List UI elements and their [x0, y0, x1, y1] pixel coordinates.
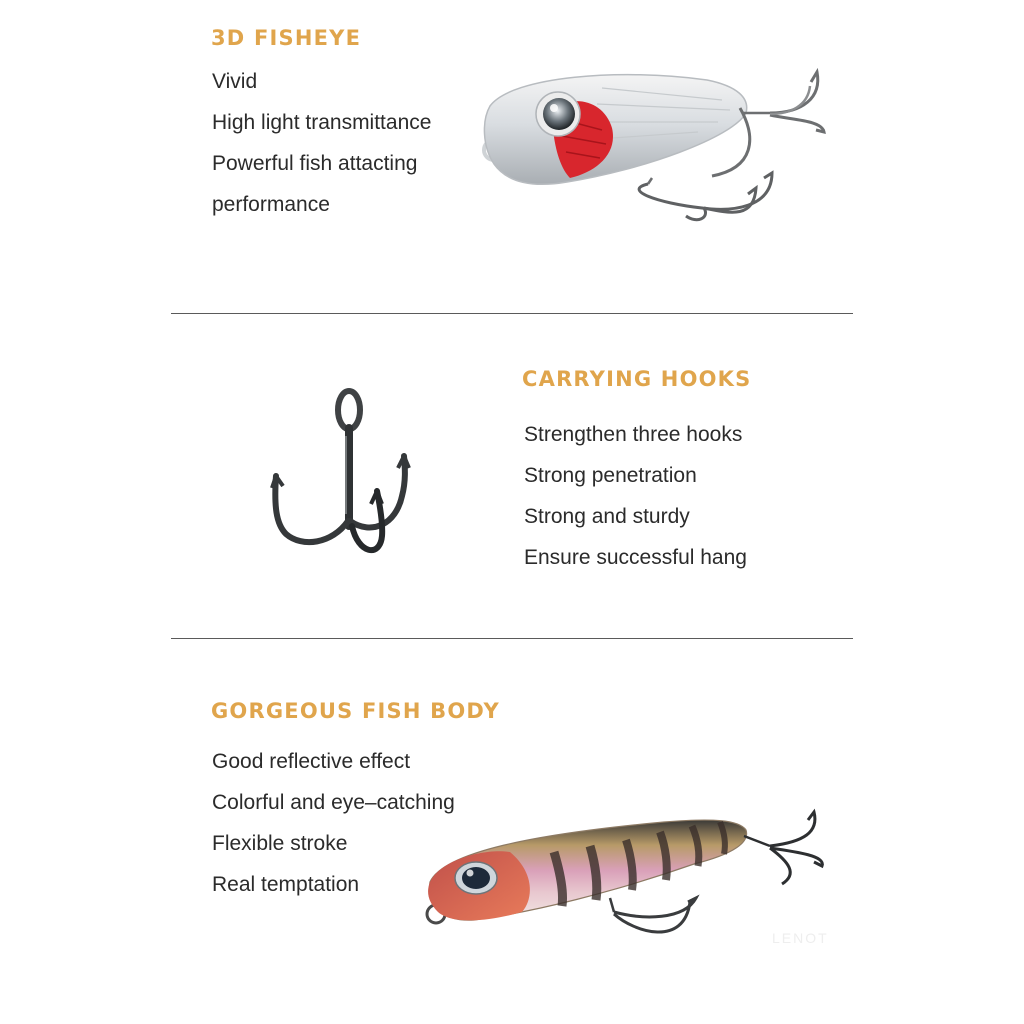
feature-item: Flexible stroke — [212, 832, 348, 855]
feature-item: Powerful fish attacting — [212, 152, 418, 175]
section-heading: 3D FISHEYE — [211, 26, 362, 50]
watermark: LENOT — [772, 930, 829, 946]
section-heading: CARRYING HOOKS — [522, 367, 752, 391]
feature-item: performance — [212, 193, 330, 216]
feature-item: Good reflective effect — [212, 750, 411, 773]
feature-item: Vivid — [212, 70, 258, 93]
section-divider — [171, 638, 853, 639]
feature-list — [524, 414, 747, 578]
feature-item: Strong and sturdy — [524, 505, 690, 528]
treble-hook-image — [262, 386, 422, 568]
feature-item: Real temptation — [212, 873, 360, 896]
feature-item: Strong penetration — [524, 464, 697, 487]
feature-item: Colorful and eye–catching — [212, 791, 455, 814]
feature-list — [212, 61, 431, 225]
pencil-lure-image — [414, 802, 834, 948]
feature-item: Strengthen three hooks — [524, 423, 743, 446]
feature-item: Ensure successful hang — [524, 546, 747, 569]
popper-lure-image — [472, 58, 844, 228]
feature-item: High light transmittance — [212, 111, 432, 134]
section-heading: GORGEOUS FISH BODY — [211, 699, 500, 723]
section-divider — [171, 313, 853, 314]
